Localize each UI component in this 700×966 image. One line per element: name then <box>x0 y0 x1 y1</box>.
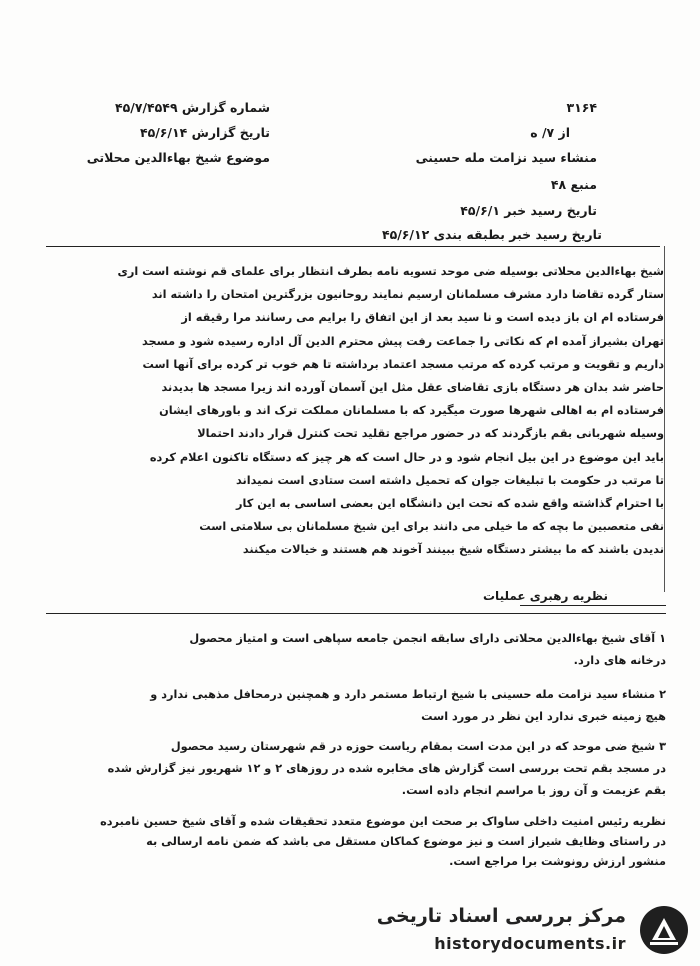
list-item <box>46 736 666 802</box>
list-item <box>46 628 666 672</box>
item-line: بقم عزیمت و آن روز با مراسم انجام داده است. <box>401 784 666 797</box>
item-line: ۱ آقای شیخ بهاءالدین محلاتی دارای سابقه انجمن جامعه سپاهی است و امتیاز محصول <box>189 632 666 645</box>
doc-number: ۳۱۶۴ <box>566 100 597 115</box>
source-line: منشاء سید نزامت مله حسینی <box>415 150 597 165</box>
received-date-classified: تاریخ رسید خبر بطبقه بندی ۴۵/۶/۱۲ <box>381 227 602 242</box>
item-line: در مسجد بقم تحت بررسی است گزارش های مخابره شده در روزهای ۲ و ۱۲ شهریور نیز گزارش شده <box>107 762 666 775</box>
section-title: نظریه رهبری عملیات <box>483 589 608 603</box>
item-line: هیچ زمینه خبری ندارد این نظر در مورد است <box>421 710 666 723</box>
section-rule <box>520 605 666 606</box>
body-line: وسیله شهربانی بقم بازگردند که در حضور مراجع تقلید تحت کنترل قرار دادند احتمالا <box>197 427 664 441</box>
archive-logo-icon <box>638 904 690 956</box>
body-line: داریم و تقویت و مرتب کرده که مرتب مسجد اعتماد برداشته تا هم خوب تر کرده برای آنها است <box>142 357 664 371</box>
body-line: فرستاده ام ان باز دیده است و نا سید بعد از این اتفاق را برایم می رسانند مرا رقیقه از <box>181 311 664 325</box>
body-line: با احترام گذاشته واقع شده که تحت این دانشگاه این بعضی اساسی به این کار <box>235 497 664 511</box>
closing-line: نظریه رئیس امنیت داخلی ساواک بر صحت این موضوع متعدد تحقیقات شده و آقای شیخ حسین نامبرده <box>100 815 666 828</box>
body-right-rule <box>664 246 665 592</box>
body-line: باید این موضوع در این بیل انجام شود و در حال است که هر چیز که دستگاه تاکنون اعلام کرده <box>149 450 664 464</box>
closing-note <box>46 812 666 872</box>
body-top-rule <box>46 246 660 247</box>
watermark-org: مرکز بررسی اسناد تاریخی <box>376 905 626 927</box>
list-item <box>46 684 666 728</box>
body-line: نفی متعصبین ما بچه که ما خیلی می دانند برای این شیخ مسلمانان بی سلامتی است <box>199 520 664 534</box>
body-line: فرستاده ام به اهالی شهرها صورت میگیرد که با مسلمانان مملکت ترک اند و باورهای ایشان <box>159 404 664 418</box>
from-line: از ۷/ ه <box>530 125 570 140</box>
received-date: تاریخ رسید خبر ۴۵/۶/۱ <box>460 203 597 218</box>
watermark-url: historydocuments.ir <box>434 934 626 953</box>
item-line: ۳ شیخ ضی موحد که در این مدت است بمقام ریاست حوزه در قم شهرستان رسید محصول <box>170 740 666 753</box>
report-number: شماره گزارش ۴۵/۷/۴۵۴۹ <box>115 100 270 115</box>
closing-line: در راستای وظایف شیراز است و نیز موضوع کماکان مستقل می باشد که ضمن نامه ارسالی به <box>146 835 666 848</box>
report-date: تاریخ گزارش ۴۵/۶/۱۴ <box>139 125 270 140</box>
item-line: درخانه های دارد. <box>573 654 666 667</box>
body-line: حاضر شد بدان هر دستگاه بازی تقاضای عقل مثل این آسمان آورده اند زیرا مسجد ها بدیدند <box>161 381 664 395</box>
reliability-line: منبع ۴۸ <box>550 177 597 192</box>
body-line: ستار گرده تقاضا دارد مشرف مسلمانان ارسیم نمایند روحانیون بزرگترین امتحان را داشته اند <box>151 288 664 302</box>
body-text <box>46 260 664 562</box>
body-line: تا مرتب در حکومت با تبلیغات جوان که تحمیل داشته است ستادی است نمیداند <box>235 473 664 487</box>
item-line: ۲ منشاء سید نزامت مله حسینی با شیخ ارتباط مستمر دارد و همچنین درمحافل مذهبی ندارد و <box>150 688 666 701</box>
section-bottom-rule <box>46 613 666 614</box>
subject-line: موضوع شیخ بهاءالدین محلاتی <box>86 150 270 165</box>
body-line: ندیدن باشند که ما بیشتر دستگاه شیخ ببینند آخوند هم هستند و خیالات میکنند <box>242 543 664 557</box>
closing-line: منشور ارزش رونوشت برا مراجع است. <box>449 855 666 868</box>
body-line: شیخ بهاءالدین محلاتی بوسیله ضی موحد تسویه نامه بطرف انتظار برای علمای قم نوشته است اری <box>117 265 664 278</box>
body-line: تهران بشیراز آمده ام که نکاتی را جماعت رفت پیش محترم الدین آل اداره رسیده شود و مسجد <box>142 334 664 348</box>
